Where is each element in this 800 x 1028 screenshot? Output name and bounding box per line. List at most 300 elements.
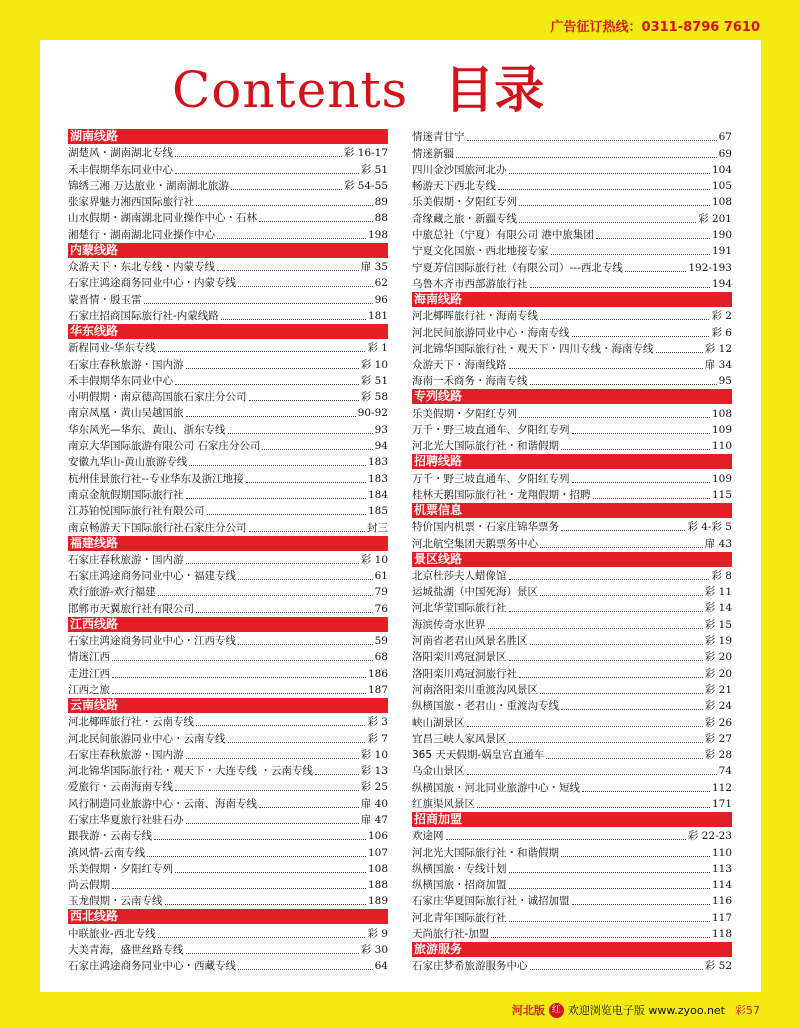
entry-page: 93 (374, 423, 388, 436)
toc-entry[interactable] (68, 714, 388, 730)
dot-leader (112, 660, 373, 661)
toc-entry[interactable] (412, 162, 732, 178)
toc-entry[interactable] (68, 291, 388, 307)
entry-name: 洛阳栾川鸡冠洞旅行社 (412, 667, 517, 680)
entry-page: 彩 25 (360, 781, 388, 794)
dot-leader (186, 823, 359, 824)
toc-entry[interactable] (412, 438, 732, 454)
entry-page: 74 (718, 765, 732, 778)
entry-page: 彩 14 (704, 602, 732, 615)
entry-name: 河北光大国际旅行社・和谐假期 (412, 440, 559, 453)
toc-entry[interactable] (412, 227, 732, 243)
dot-leader (456, 157, 717, 158)
entry-name: 河北锦华国际旅行社・观天下・四川专线・海南专线 (412, 342, 654, 355)
entry-page: 117 (711, 911, 732, 924)
toc-entry[interactable] (68, 877, 388, 893)
toc-entry[interactable] (412, 796, 732, 812)
toc-entry[interactable] (68, 308, 388, 324)
dot-leader (165, 904, 366, 905)
toc-entry[interactable] (412, 519, 732, 535)
entry-name: 中旅总社（宁夏）有限公司 港中旅集团 (412, 229, 594, 242)
section-header: 湖南线路 (68, 129, 388, 144)
entry-page: 115 (711, 488, 732, 501)
dot-leader (596, 238, 710, 239)
entry-page: 190 (711, 229, 732, 242)
entry-page: 106 (367, 830, 388, 843)
toc-entry[interactable] (412, 129, 732, 145)
dot-leader (540, 595, 703, 596)
dot-leader (249, 531, 366, 532)
entry-page: 183 (367, 456, 388, 469)
dot-leader (175, 384, 359, 385)
toc-entry[interactable] (68, 552, 388, 568)
toc-entry[interactable] (68, 568, 388, 584)
dot-leader (509, 579, 710, 580)
entry-name: 纵横国旅・专线计划 (412, 862, 507, 875)
toc-entry[interactable] (68, 812, 388, 828)
entry-name: 河北华莹国际旅行社 (412, 602, 507, 615)
toc-entry[interactable] (68, 487, 388, 503)
entry-page: 59 (374, 635, 388, 648)
toc-entry[interactable] (412, 210, 732, 226)
toc-entry[interactable] (68, 925, 388, 941)
dot-leader (154, 839, 366, 840)
toc-entry[interactable] (412, 422, 732, 438)
entry-name: 蒙晋情・殷玉雷 (68, 293, 142, 306)
entry-name: 运城盐湖（中国死海）景区 (412, 586, 538, 599)
entry-page: 187 (367, 683, 388, 696)
toc-entry[interactable] (68, 438, 388, 454)
entry-page: 109 (711, 472, 732, 485)
entry-name: 河北椰晖旅行社・海南专线 (412, 310, 538, 323)
entry-name: 峡山湖景区 (412, 716, 465, 729)
entry-page: 彩 21 (704, 683, 732, 696)
toc-entry[interactable] (68, 844, 388, 860)
entry-page: 彩 28 (704, 749, 732, 762)
contents-page (40, 40, 761, 992)
entry-page: 194 (711, 277, 732, 290)
dot-leader (467, 140, 717, 141)
toc-entry[interactable] (412, 958, 732, 974)
entry-page: 彩 6 (711, 326, 732, 339)
entry-page: 171 (711, 797, 732, 810)
dot-leader (158, 937, 366, 938)
entry-name: 江西之旅 (68, 683, 110, 696)
toc-entry[interactable] (412, 145, 732, 161)
entry-name: 禾丰假期华东同业中心 (68, 374, 173, 387)
dot-leader (491, 937, 710, 938)
entry-name: 欢途网 (412, 830, 444, 843)
footer-text: 欢迎浏览电子版 www.zyoo.net (567, 1004, 725, 1017)
toc-entry[interactable] (412, 470, 732, 486)
toc-entry[interactable] (412, 763, 732, 779)
entry-page: 彩 51 (360, 163, 388, 176)
dot-leader (561, 709, 703, 710)
dot-leader (519, 417, 710, 418)
entry-name: 河北锦华国际旅行社・观天下・大连专线 ・云南专线 (68, 765, 313, 778)
dot-leader (186, 368, 359, 369)
dot-leader (238, 286, 373, 287)
entry-page: 彩 1 (367, 342, 388, 355)
left-column (68, 129, 388, 974)
dot-leader (530, 384, 717, 385)
dot-leader (238, 644, 373, 645)
entry-page: 彩 11 (704, 586, 732, 599)
toc-entry[interactable] (68, 275, 388, 291)
dot-leader (186, 416, 356, 417)
entry-name: 南京凤凰・黄山吴越国旅 (68, 407, 184, 420)
dot-leader (509, 660, 703, 661)
entry-name: 河南洛阳栾川重渡沟风景区 (412, 683, 538, 696)
entry-name: 石家庄春秋旅游・国内游 (68, 748, 184, 761)
toc-entry[interactable] (412, 909, 732, 925)
toc-entry[interactable] (412, 194, 732, 210)
entry-name: 石家庄梦希旅游服务中心 (412, 960, 528, 973)
entry-name: 河北航空集团天鹅票务中心 (412, 537, 538, 550)
dot-leader (530, 644, 703, 645)
entry-page: 61 (374, 570, 388, 583)
dot-leader (572, 904, 710, 905)
entry-page: 彩 7 (367, 732, 388, 745)
entry-name: 河北椰晖旅行社・云南专线 (68, 716, 194, 729)
toc-entry[interactable] (68, 226, 388, 242)
entry-name: 宁夏芳信国际旅行社（有限公司）---西北专线 (412, 261, 623, 274)
entry-page: 封三 (367, 521, 388, 534)
toc-entry[interactable] (412, 747, 732, 763)
entry-page: 彩 10 (360, 553, 388, 566)
toc-entry[interactable] (68, 682, 388, 698)
entry-page: 彩 58 (360, 391, 388, 404)
entry-page: 108 (711, 196, 732, 209)
entry-page: 彩 3 (367, 716, 388, 729)
toc-entry[interactable] (68, 470, 388, 486)
title-english: Contents (172, 61, 409, 119)
dot-leader (262, 449, 372, 450)
dot-leader (259, 221, 373, 222)
entry-name: 乐美假期・夕阳红专列 (412, 407, 517, 420)
entry-page: 扉 47 (360, 813, 388, 826)
dot-leader (175, 173, 359, 174)
toc-entry[interactable] (68, 730, 388, 746)
toc-entry[interactable] (412, 698, 732, 714)
entry-name: 跟我游・云南专线 (68, 830, 152, 843)
entry-name: 南京大华国际旅游有限公司 石家庄分公司 (68, 440, 261, 453)
entry-page: 108 (367, 862, 388, 875)
entry-page: 彩 15 (704, 618, 732, 631)
entry-name: 河北光大国际旅行社・和谐假期 (412, 846, 559, 859)
dot-leader (175, 872, 366, 873)
entry-name: 山水假期・湖南湖北同业操作中心・石林 (68, 212, 257, 225)
toc-entry[interactable] (68, 421, 388, 437)
toc-entry[interactable] (68, 584, 388, 600)
toc-entry[interactable] (68, 649, 388, 665)
toc-entry[interactable] (412, 616, 732, 632)
entry-name: 天尚旅行社-加盟 (412, 928, 490, 941)
toc-entry[interactable] (68, 942, 388, 958)
toc-entry[interactable] (412, 308, 732, 324)
toc-entry[interactable] (412, 405, 732, 421)
toc-entry[interactable] (412, 600, 732, 616)
dot-leader (246, 482, 366, 483)
toc-entry[interactable] (68, 763, 388, 779)
toc-entry[interactable] (68, 779, 388, 795)
entry-name: 湘楚行・湖南湖北同业操作中心 (68, 228, 215, 241)
entry-name: 众游天下・东北专线・内蒙专线 (68, 261, 215, 274)
section-header: 华东线路 (68, 324, 388, 339)
entry-page: 189 (367, 895, 388, 908)
entry-name: 尚云假期 (68, 879, 110, 892)
toc-entry[interactable] (412, 779, 732, 795)
entry-name: 海滨传奇水世界 (412, 618, 486, 631)
toc-entry[interactable] (412, 276, 732, 292)
dot-leader (540, 547, 703, 548)
dot-leader (467, 726, 703, 727)
entry-page: 107 (367, 846, 388, 859)
entry-page: 184 (367, 488, 388, 501)
entry-name: 石家庄鸿途商务同业中心・福建专线 (68, 570, 236, 583)
entry-name: 石家庄鸿途商务同业中心・江西专线 (68, 635, 236, 648)
entry-page: 89 (374, 196, 388, 209)
toc-entry[interactable] (412, 341, 732, 357)
entry-page: 彩 20 (704, 651, 732, 664)
toc-entry[interactable] (412, 357, 732, 373)
toc-entry[interactable] (412, 633, 732, 649)
entry-page: 90-92 (357, 407, 388, 420)
page-footer (512, 1002, 760, 1018)
entry-name: 万千・野三坡直通车、夕阳红专列 (412, 424, 570, 437)
dot-leader (593, 498, 710, 499)
dot-leader (207, 514, 366, 515)
section-header: 内蒙线路 (68, 243, 388, 258)
entry-name: 纵横国旅・招商加盟 (412, 879, 507, 892)
toc-entry[interactable] (68, 373, 388, 389)
toc-entry[interactable] (68, 161, 388, 177)
entry-page: 彩 13 (360, 765, 388, 778)
toc-entry[interactable] (68, 194, 388, 210)
entry-page: 108 (711, 407, 732, 420)
dot-leader (498, 189, 710, 190)
dot-leader (509, 173, 710, 174)
dot-leader (546, 758, 703, 759)
dot-leader (158, 351, 366, 352)
entry-page: 76 (374, 602, 388, 615)
toc-entry[interactable] (412, 243, 732, 259)
dot-leader (540, 319, 709, 320)
dot-leader (656, 352, 703, 353)
entry-page: 彩 12 (704, 342, 732, 355)
entry-page: 198 (367, 228, 388, 241)
toc-entry[interactable] (412, 178, 732, 194)
toc-entry[interactable] (68, 600, 388, 616)
dot-leader (186, 498, 366, 499)
entry-page: 64 (374, 960, 388, 973)
dot-leader (477, 807, 710, 808)
toc-entry[interactable] (412, 665, 732, 681)
entry-name: 河南省老君山风景名胜区 (412, 635, 528, 648)
dot-leader (561, 856, 710, 857)
page-title (172, 60, 544, 120)
entry-page: 67 (718, 131, 732, 144)
entry-page: 192-193 (688, 261, 732, 274)
entry-page: 彩 10 (360, 358, 388, 371)
entry-name: 江苏铂悦国际旅行社有限公司 (68, 505, 205, 518)
dot-leader (112, 693, 366, 694)
entry-name: 爱旅行・云南海南专线 (68, 781, 173, 794)
entry-name: 情迷新疆 (412, 147, 454, 160)
entry-page: 扉 43 (704, 537, 732, 550)
dot-leader (186, 953, 359, 954)
entry-name: 红旗渠风景区 (412, 797, 475, 810)
section-header: 江西线路 (68, 617, 388, 632)
entry-name: 湖楚风・湖南湖北专线 (68, 147, 173, 160)
toc-entry[interactable] (68, 389, 388, 405)
toc-entry[interactable] (412, 649, 732, 665)
entry-name: 石家庄鸿途商务同业中心・西藏专线 (68, 960, 236, 973)
entry-name: 奇缘藏之旅・新疆专线 (412, 212, 517, 225)
entry-page: 彩 9 (367, 927, 388, 940)
entry-name: 石家庄华夏旅行社驻石办 (68, 813, 184, 826)
dot-leader (196, 725, 365, 726)
toc-entry[interactable] (68, 665, 388, 681)
dot-leader (509, 742, 703, 743)
entry-name: 万千・野三坡直通车、夕阳红专列 (412, 472, 570, 485)
toc-entry[interactable] (412, 373, 732, 389)
toc-entry[interactable] (412, 861, 732, 877)
title-chinese: 目录 (444, 61, 545, 119)
entry-page: 104 (711, 163, 732, 176)
entry-name: 宜昌三峡人家风景区 (412, 732, 507, 745)
entry-page: 113 (711, 862, 732, 875)
entry-page: 扉 35 (360, 261, 388, 274)
toc-entry[interactable] (412, 324, 732, 340)
entry-name: 新程同业-华东专线 (68, 342, 156, 355)
entry-page: 185 (367, 505, 388, 518)
toc-entry[interactable] (68, 405, 388, 421)
toc-entry[interactable] (68, 519, 388, 535)
entry-page: 191 (711, 245, 732, 258)
entry-page: 181 (367, 309, 388, 322)
toc-entry[interactable] (412, 877, 732, 893)
toc-entry[interactable] (412, 828, 732, 844)
section-header: 海南线路 (412, 292, 732, 307)
toc-entry[interactable] (68, 259, 388, 275)
entry-name: 乌鲁木齐市西部游旅行社 (412, 277, 528, 290)
toc-entry[interactable] (68, 178, 388, 194)
entry-page: 95 (718, 375, 732, 388)
dot-leader (509, 368, 703, 369)
toc-entry[interactable] (68, 795, 388, 811)
dot-leader (186, 563, 359, 564)
toc-entry[interactable] (412, 893, 732, 909)
toc-entry[interactable] (68, 210, 388, 226)
dot-leader (551, 254, 710, 255)
toc-entry[interactable] (68, 454, 388, 470)
right-column (412, 129, 732, 974)
entry-name: 南京金航假期国际旅行社 (68, 488, 184, 501)
entry-page: 彩 10 (360, 748, 388, 761)
dot-leader (228, 433, 373, 434)
dot-leader (238, 969, 373, 970)
entry-name: 特价国内机票・石家庄锦华票务 (412, 521, 559, 534)
entry-page: 扉 34 (704, 359, 732, 372)
entry-page: 118 (711, 928, 732, 941)
entry-page: 彩 20 (704, 667, 732, 680)
section-header: 西北线路 (68, 909, 388, 924)
entry-name: 情迷江西 (68, 651, 110, 664)
toc-entry[interactable] (68, 633, 388, 649)
toc-entry[interactable] (412, 568, 732, 584)
entry-name: 365 天天假期-娲皇宫直通车 (412, 749, 545, 762)
toc-entry[interactable] (68, 145, 388, 161)
entry-name: 小明假期・南京德高国旅石家庄分公司 (68, 391, 247, 404)
dot-leader (509, 888, 710, 889)
toc-entry[interactable] (412, 682, 732, 698)
toc-entry[interactable] (68, 861, 388, 877)
dot-leader (467, 774, 717, 775)
entry-name: 禾丰假期华东同业中心 (68, 163, 173, 176)
section-header: 专列线路 (412, 389, 732, 404)
section-header: 旅游服务 (412, 942, 732, 957)
toc-entry[interactable] (412, 926, 732, 942)
dot-leader (228, 742, 366, 743)
ad-hotline: 广告征订热线：0311-8796 7610 (550, 20, 760, 35)
entry-page: 扉 40 (360, 797, 388, 810)
entry-page: 彩 201 (698, 212, 732, 225)
section-header: 景区线路 (412, 552, 732, 567)
entry-page: 彩 51 (360, 374, 388, 387)
entry-page: 105 (711, 180, 732, 193)
toc-entry[interactable] (412, 487, 732, 503)
toc-entry[interactable] (412, 844, 732, 860)
entry-page: 183 (367, 472, 388, 485)
dot-leader (540, 693, 703, 694)
entry-page: 94 (374, 440, 388, 453)
toc-entry[interactable] (68, 893, 388, 909)
toc-entry[interactable] (412, 535, 732, 551)
entry-page: 彩 26 (704, 716, 732, 729)
entry-page: 188 (367, 879, 388, 892)
entry-name: 石家庄华夏国际旅行社・诚招加盟 (412, 895, 570, 908)
entry-name: 纵横国旅・河北同业旅游中心・短线 (412, 781, 580, 794)
toc-entry[interactable] (412, 731, 732, 747)
toc-entry[interactable] (68, 828, 388, 844)
toc-entry[interactable] (68, 340, 388, 356)
toc-entry[interactable] (412, 259, 732, 275)
toc-entry[interactable] (68, 747, 388, 763)
toc-entry[interactable] (68, 356, 388, 372)
toc-entry[interactable] (412, 584, 732, 600)
entry-page: 彩 30 (360, 944, 388, 957)
section-header: 云南线路 (68, 698, 388, 713)
toc-entry[interactable] (68, 958, 388, 974)
entry-name: 洛阳栾川鸡冠洞景区 (412, 651, 507, 664)
dot-leader (519, 677, 703, 678)
entry-name: 宁夏文化国旅・西北地接专家 (412, 245, 549, 258)
dot-leader (530, 969, 703, 970)
dot-leader (196, 612, 373, 613)
entry-name: 滇风情-云南专线 (68, 846, 146, 859)
toc-entry[interactable] (412, 714, 732, 730)
entry-name: 众游天下・海南线路 (412, 359, 507, 372)
entry-page: 110 (711, 846, 732, 859)
entry-name: 中联旅业-西北专线 (68, 927, 156, 940)
dot-leader (112, 888, 366, 889)
dot-leader (196, 205, 373, 206)
dot-leader (189, 465, 366, 466)
entry-name: 乌金山景区 (412, 765, 465, 778)
toc-entry[interactable] (68, 503, 388, 519)
entry-page: 彩 27 (704, 732, 732, 745)
